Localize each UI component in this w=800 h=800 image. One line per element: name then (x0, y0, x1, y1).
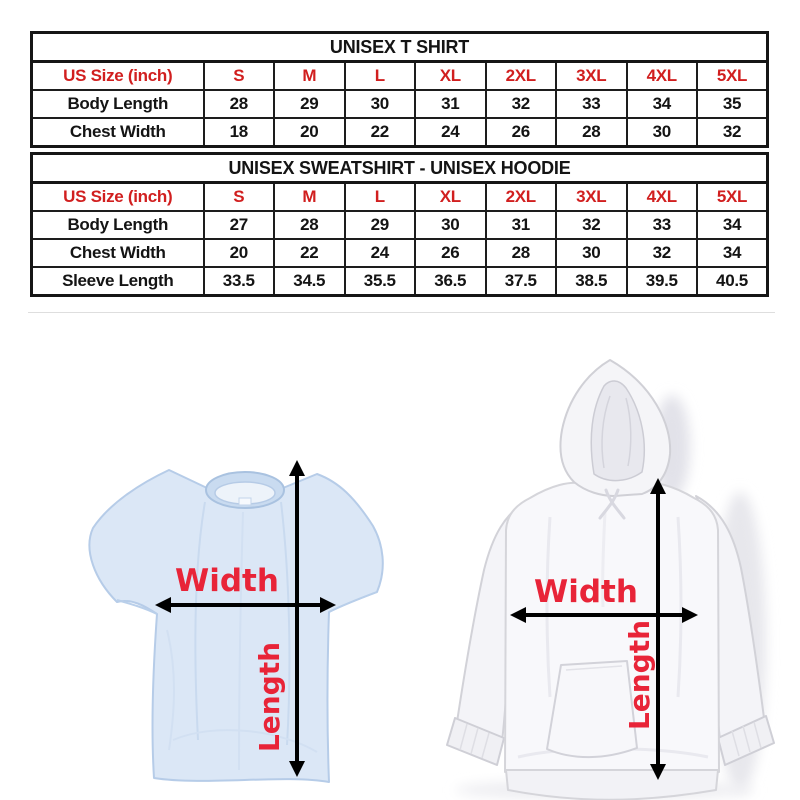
value-cell: 18 (204, 118, 275, 147)
value-cell: 24 (415, 118, 486, 147)
value-cell: 34 (627, 90, 698, 118)
size-col-header: L (345, 183, 416, 212)
value-cell: 30 (627, 118, 698, 147)
table-row (32, 90, 768, 118)
value-cell: 26 (486, 118, 557, 147)
faint-divider-line (28, 312, 775, 313)
value-cell: 31 (486, 211, 557, 239)
tshirt-size-table (30, 31, 769, 148)
table-row (32, 211, 768, 239)
size-col-header: 3XL (556, 183, 627, 212)
value-cell: 37.5 (486, 267, 557, 296)
tshirt-table-title: UNISEX T SHIRT (32, 33, 768, 62)
tshirt-image (55, 440, 400, 795)
hoodie-table-title: UNISEX SWEATSHIRT - UNISEX HOODIE (32, 154, 768, 183)
hoodie-width-label: Width (534, 574, 638, 610)
value-cell: 24 (345, 239, 416, 267)
value-cell: 30 (556, 239, 627, 267)
size-col-header: S (204, 62, 275, 91)
tshirt-length-label: Length (253, 641, 286, 753)
value-cell: 22 (345, 118, 416, 147)
value-cell: 30 (345, 90, 416, 118)
value-cell: 33 (627, 211, 698, 239)
value-cell: 32 (556, 211, 627, 239)
size-col-header: 5XL (697, 62, 768, 91)
kangaroo-pocket (547, 661, 637, 757)
size-col-header: S (204, 183, 275, 212)
tshirt-body (89, 470, 382, 782)
value-cell: 34.5 (274, 267, 345, 296)
table-row (32, 118, 768, 147)
value-cell: 20 (274, 118, 345, 147)
size-col-header: 4XL (627, 183, 698, 212)
value-cell: 27 (204, 211, 275, 239)
value-cell: 20 (204, 239, 275, 267)
value-cell: 28 (486, 239, 557, 267)
value-cell: 38.5 (556, 267, 627, 296)
row-label: Sleeve Length (32, 267, 204, 296)
row-label: Chest Width (32, 239, 204, 267)
value-cell: 35.5 (345, 267, 416, 296)
hoodie-length-label: Length (623, 619, 656, 731)
tshirt-width-label: Width (175, 563, 279, 599)
value-cell: 40.5 (697, 267, 768, 296)
hoodie-size-table (30, 152, 769, 297)
table-row (32, 267, 768, 296)
value-cell: 30 (415, 211, 486, 239)
hoodie-hem-band (506, 770, 718, 800)
value-cell: 32 (627, 239, 698, 267)
size-col-header: M (274, 62, 345, 91)
row-label: Chest Width (32, 118, 204, 147)
value-cell: 28 (274, 211, 345, 239)
size-col-header: L (345, 62, 416, 91)
value-cell: 32 (697, 118, 768, 147)
value-cell: 34 (697, 239, 768, 267)
value-cell: 39.5 (627, 267, 698, 296)
size-col-header: 2XL (486, 183, 557, 212)
size-unit-header: US Size (inch) (32, 183, 204, 212)
value-cell: 36.5 (415, 267, 486, 296)
value-cell: 35 (697, 90, 768, 118)
row-label: Body Length (32, 90, 204, 118)
value-cell: 33 (556, 90, 627, 118)
hoodie-measure-diagram (400, 352, 795, 800)
neck-tag (239, 498, 251, 505)
size-unit-header: US Size (inch) (32, 62, 204, 91)
value-cell: 29 (345, 211, 416, 239)
size-col-header: 5XL (697, 183, 768, 212)
value-cell: 29 (274, 90, 345, 118)
tshirt-measure-diagram (55, 440, 400, 795)
size-col-header: XL (415, 183, 486, 212)
size-col-header: XL (415, 62, 486, 91)
value-cell: 28 (556, 118, 627, 147)
value-cell: 34 (697, 211, 768, 239)
value-cell: 28 (204, 90, 275, 118)
size-col-header: 2XL (486, 62, 557, 91)
value-cell: 33.5 (204, 267, 275, 296)
size-col-header: 4XL (627, 62, 698, 91)
size-col-header: 3XL (556, 62, 627, 91)
table-row (32, 239, 768, 267)
value-cell: 26 (415, 239, 486, 267)
row-label: Body Length (32, 211, 204, 239)
hoodie-image (400, 352, 795, 800)
value-cell: 32 (486, 90, 557, 118)
size-col-header: M (274, 183, 345, 212)
value-cell: 31 (415, 90, 486, 118)
value-cell: 22 (274, 239, 345, 267)
